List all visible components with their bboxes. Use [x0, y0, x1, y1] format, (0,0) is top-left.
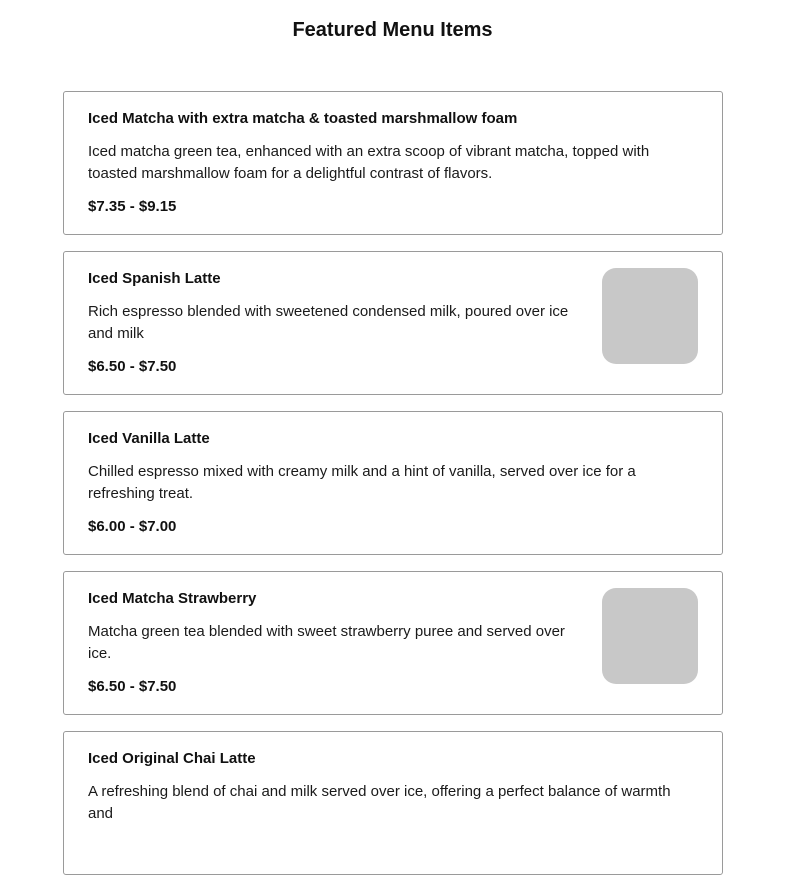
menu-item-name: Iced Matcha with extra matcha & toasted marshmallow foam	[88, 110, 518, 127]
menu-item-card[interactable]	[63, 571, 723, 715]
menu-item-text	[88, 269, 602, 377]
page-title: Featured Menu Items	[292, 19, 493, 41]
menu-item-image-placeholder	[602, 588, 698, 684]
menu-item-text	[88, 589, 602, 697]
menu-item-text	[88, 429, 698, 537]
menu-item-price: $7.35 - $9.15	[88, 198, 177, 215]
menu-item-card[interactable]	[63, 251, 723, 395]
menu-item-description: Matcha green tea blended with sweet strawberry puree and served over ice.	[88, 623, 565, 662]
menu-item-image-placeholder	[602, 268, 698, 364]
menu-item-description: A refreshing blend of chai and milk served over ice, offering a perfect balance of warmth and	[88, 783, 671, 822]
menu-list	[63, 91, 723, 891]
menu-item-name: Iced Vanilla Latte	[88, 430, 210, 447]
menu-item-description: Iced matcha green tea, enhanced with an extra scoop of vibrant matcha, topped with toasted marshmallow foam for a delightful contrast of flavors.	[88, 143, 650, 182]
menu-item-description: Rich espresso blended with sweetened condensed milk, poured over ice and milk	[88, 303, 569, 342]
menu-item-price: $6.00 - $7.00	[88, 518, 177, 535]
menu-item-text	[88, 749, 698, 837]
menu-item-price: $6.50 - $7.50	[88, 358, 177, 375]
menu-item-card[interactable]	[63, 731, 723, 875]
menu-item-text	[88, 109, 698, 217]
menu-item-name: Iced Spanish Latte	[88, 270, 221, 287]
menu-item-card[interactable]	[63, 91, 723, 235]
menu-item-name: Iced Original Chai Latte	[88, 750, 256, 767]
menu-item-name: Iced Matcha Strawberry	[88, 590, 257, 607]
menu-item-card[interactable]	[63, 411, 723, 555]
menu-item-description: Chilled espresso mixed with creamy milk and a hint of vanilla, served over ice for a refreshing treat.	[88, 463, 636, 502]
menu-item-price: $6.50 - $7.50	[88, 678, 177, 695]
